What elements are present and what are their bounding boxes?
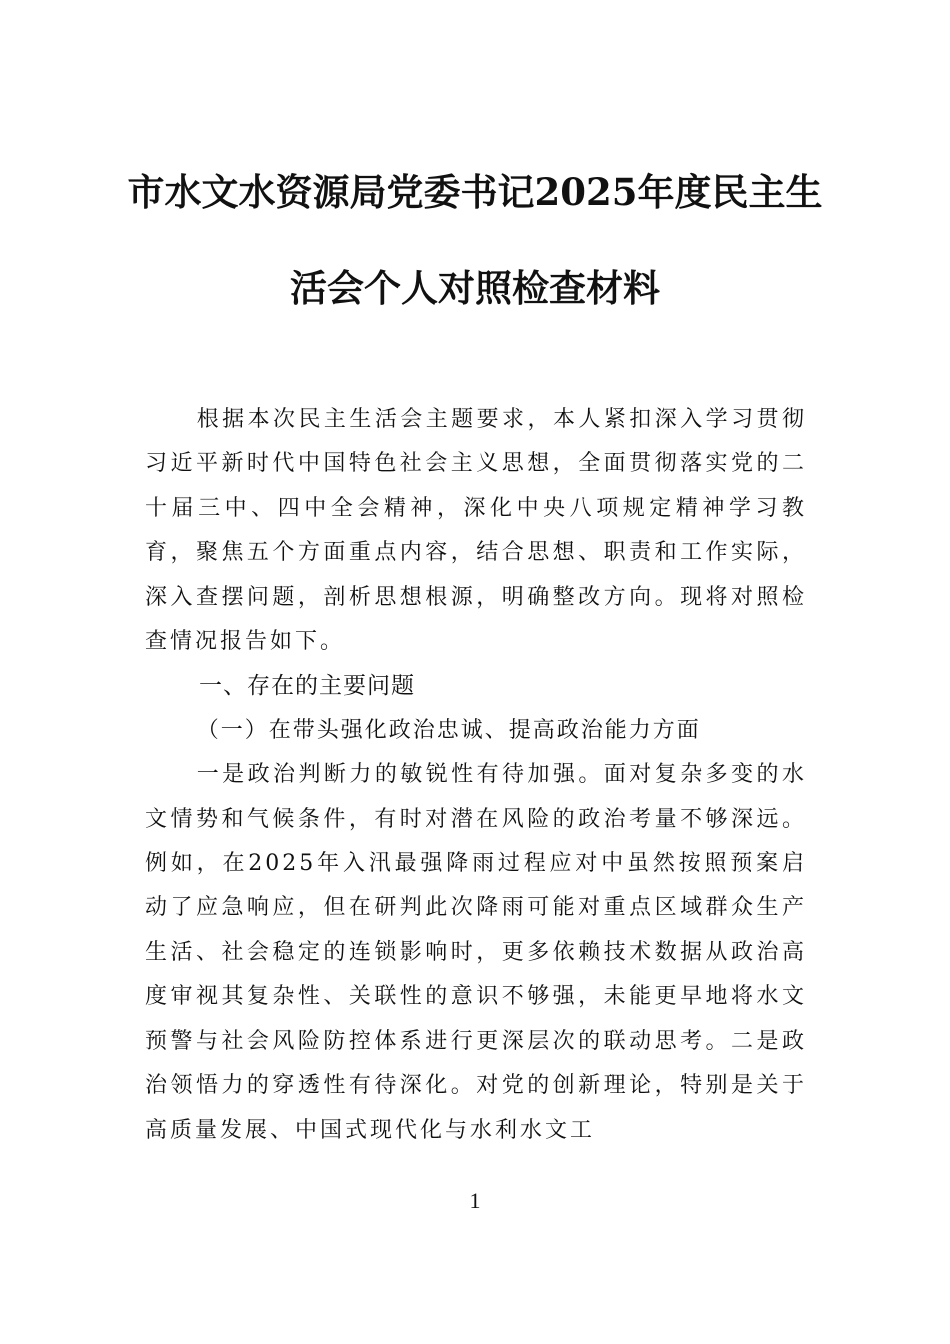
intro-paragraph: 根据本次民主生活会主题要求，本人紧扣深入学习贯彻习近平新时代中国特色社会主义思想，全面贯彻落实党的二十届三中、四中全会精神，深化中央八项规定精神学习教育，聚焦五个方面重点内容，结合思想、职责和工作实际，深入查摆问题，剖析思想根源，明确整改方向。现将对照检查情况报告如下。 <box>145 407 807 655</box>
page-number: 1 <box>469 1188 481 1213</box>
document-title-line-1: 市水文水资源局党委书记2025年度民主生 <box>127 170 823 214</box>
document-body <box>145 398 807 1153</box>
subsection-heading: （一）在带头强化政治忠诚、提高政治能力方面 <box>196 717 701 743</box>
section-heading: 一、存在的主要问题 <box>199 673 416 700</box>
document-title-line-2: 活会个人对照检查材料 <box>290 266 660 310</box>
body-paragraph: 一是政治判断力的敏锐性有待加强。面对复杂多变的水文情势和气候条件，有时对潜在风险的政治考量不够深远。例如，在2025年入汛最强降雨过程应对中虽然按照预案启动了应急响应，但在研判此次降雨可能对重点区域群众生产生活、社会稳定的连锁影响时，更多依赖技术数据从政治高度审视其复杂性、关联性的意识不够强，未能更早地将水文预警与社会风险防控体系进行更深层次的联动思考。二是政治领悟力的穿透性有待深化。对党的创新理论，特别是关于高质量发展、中国式现代化与水利水文工 <box>145 762 807 1143</box>
